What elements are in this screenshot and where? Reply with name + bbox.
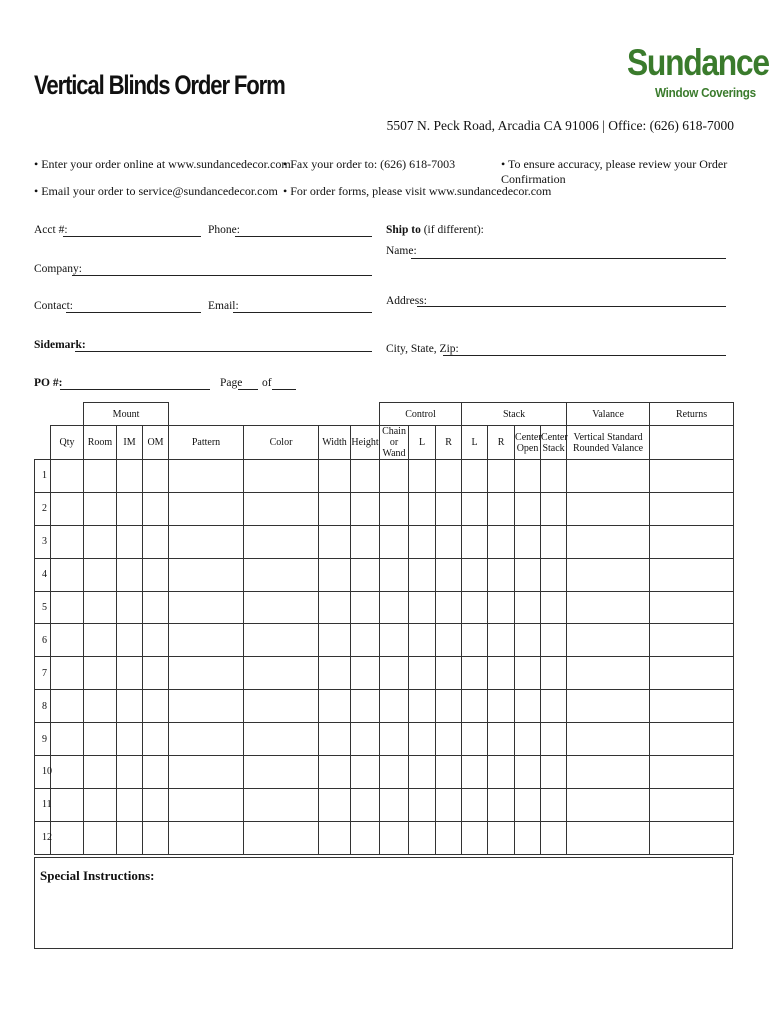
sidemark-label: Sidemark: bbox=[34, 339, 86, 351]
row-number: 12 bbox=[35, 821, 51, 854]
table-cell[interactable] bbox=[351, 690, 380, 723]
table-cell[interactable] bbox=[244, 591, 319, 624]
contact-label: Contact: bbox=[34, 300, 73, 312]
col-valance-line1: Vertical Standard bbox=[573, 431, 643, 443]
table-cell[interactable] bbox=[436, 624, 462, 657]
table-cell[interactable] bbox=[169, 690, 244, 723]
phone-label: Phone: bbox=[208, 224, 240, 236]
table-cell[interactable] bbox=[541, 690, 567, 723]
table-cell[interactable] bbox=[488, 657, 515, 690]
table-cell[interactable] bbox=[84, 492, 117, 525]
table-cell[interactable] bbox=[380, 690, 409, 723]
table-row bbox=[35, 821, 734, 854]
table-cell[interactable] bbox=[319, 788, 351, 821]
po-field[interactable] bbox=[60, 389, 210, 390]
col-chain-or-line1: Chain or bbox=[382, 426, 406, 448]
group-stack: Stack bbox=[462, 403, 567, 426]
table-cell[interactable] bbox=[319, 821, 351, 854]
table-cell[interactable] bbox=[380, 558, 409, 591]
table-cell[interactable] bbox=[515, 657, 541, 690]
name-label: Name: bbox=[386, 245, 417, 257]
table-cell[interactable] bbox=[84, 591, 117, 624]
table-cell[interactable] bbox=[117, 690, 143, 723]
table-cell[interactable] bbox=[84, 525, 117, 558]
table-cell[interactable] bbox=[351, 723, 380, 756]
table-cell[interactable] bbox=[462, 690, 488, 723]
table-cell[interactable] bbox=[650, 657, 734, 690]
table-cell[interactable] bbox=[541, 460, 567, 493]
table-cell[interactable] bbox=[650, 690, 734, 723]
table-cell[interactable] bbox=[84, 788, 117, 821]
table-cell[interactable] bbox=[117, 821, 143, 854]
table-cell[interactable] bbox=[541, 756, 567, 789]
table-cell[interactable] bbox=[84, 624, 117, 657]
table-cell[interactable] bbox=[650, 788, 734, 821]
table-cell[interactable] bbox=[319, 723, 351, 756]
table-cell[interactable] bbox=[515, 591, 541, 624]
table-cell[interactable] bbox=[541, 657, 567, 690]
col-wand-line2: Wand bbox=[382, 448, 406, 459]
table-cell[interactable] bbox=[436, 690, 462, 723]
ship-to-note: (if different): bbox=[423, 224, 484, 236]
table-cell[interactable] bbox=[488, 788, 515, 821]
table-cell[interactable] bbox=[143, 591, 169, 624]
table-cell[interactable] bbox=[51, 690, 84, 723]
table-cell[interactable] bbox=[117, 591, 143, 624]
table-row bbox=[35, 460, 734, 493]
table-cell[interactable] bbox=[567, 591, 650, 624]
table-cell[interactable] bbox=[488, 624, 515, 657]
table-cell[interactable] bbox=[650, 624, 734, 657]
col-qty: Qty bbox=[51, 426, 84, 460]
table-cell[interactable] bbox=[515, 492, 541, 525]
table-cell[interactable] bbox=[117, 558, 143, 591]
address-field[interactable] bbox=[417, 306, 726, 307]
table-cell[interactable] bbox=[84, 756, 117, 789]
table-cell[interactable] bbox=[541, 624, 567, 657]
col-im: IM bbox=[117, 426, 143, 460]
table-cell[interactable] bbox=[380, 723, 409, 756]
table-cell[interactable] bbox=[380, 657, 409, 690]
table-cell[interactable] bbox=[244, 788, 319, 821]
table-cell[interactable] bbox=[488, 525, 515, 558]
table-cell[interactable] bbox=[380, 624, 409, 657]
table-row bbox=[35, 624, 734, 657]
table-cell[interactable] bbox=[51, 723, 84, 756]
table-cell[interactable] bbox=[380, 460, 409, 493]
col-height: Height bbox=[351, 426, 380, 460]
row-number: 6 bbox=[35, 624, 51, 657]
table-cell[interactable] bbox=[650, 591, 734, 624]
table-cell[interactable] bbox=[244, 657, 319, 690]
table-cell[interactable] bbox=[351, 657, 380, 690]
table-cell[interactable] bbox=[380, 788, 409, 821]
table-cell[interactable] bbox=[117, 756, 143, 789]
table-cell[interactable] bbox=[567, 723, 650, 756]
table-cell[interactable] bbox=[319, 492, 351, 525]
table-cell[interactable] bbox=[169, 657, 244, 690]
email-field[interactable] bbox=[233, 312, 372, 313]
table-cell[interactable] bbox=[143, 525, 169, 558]
col-center-open-line1: Center bbox=[515, 431, 542, 443]
table-cell[interactable] bbox=[143, 460, 169, 493]
table-cell[interactable] bbox=[169, 624, 244, 657]
col-stack-r: R bbox=[488, 426, 515, 460]
col-center-stack-line1: Center bbox=[541, 431, 568, 443]
table-cell[interactable] bbox=[51, 525, 84, 558]
table-cell[interactable] bbox=[515, 756, 541, 789]
acct-field[interactable] bbox=[63, 236, 201, 237]
group-mount: Mount bbox=[84, 403, 169, 426]
col-center-stack bbox=[541, 426, 567, 460]
table-cell[interactable] bbox=[51, 657, 84, 690]
city-label: City, State, Zip: bbox=[386, 343, 459, 355]
row-number: 3 bbox=[35, 525, 51, 558]
table-cell[interactable] bbox=[51, 756, 84, 789]
row-number: 8 bbox=[35, 690, 51, 723]
table-cell[interactable] bbox=[380, 525, 409, 558]
table-cell[interactable] bbox=[169, 723, 244, 756]
table-cell[interactable] bbox=[650, 723, 734, 756]
table-cell[interactable] bbox=[351, 525, 380, 558]
table-cell[interactable] bbox=[143, 788, 169, 821]
table-cell[interactable] bbox=[244, 690, 319, 723]
table-cell[interactable] bbox=[541, 821, 567, 854]
table-cell[interactable] bbox=[541, 788, 567, 821]
table-cell[interactable] bbox=[436, 525, 462, 558]
table-cell[interactable] bbox=[51, 821, 84, 854]
table-cell[interactable] bbox=[319, 558, 351, 591]
table-cell[interactable] bbox=[462, 558, 488, 591]
table-cell[interactable] bbox=[541, 723, 567, 756]
table-cell[interactable] bbox=[143, 756, 169, 789]
table-cell[interactable] bbox=[143, 558, 169, 591]
table-cell[interactable] bbox=[541, 525, 567, 558]
table-cell[interactable] bbox=[488, 690, 515, 723]
company-field[interactable] bbox=[72, 275, 372, 276]
table-cell[interactable] bbox=[319, 690, 351, 723]
col-valance-line2: Rounded Valance bbox=[573, 442, 644, 454]
row-number: 4 bbox=[35, 558, 51, 591]
table-cell[interactable] bbox=[650, 756, 734, 789]
table-cell[interactable] bbox=[541, 558, 567, 591]
table-cell[interactable] bbox=[462, 821, 488, 854]
page-label: Page bbox=[220, 377, 243, 389]
info-online: • Enter your order online at www.sundancedecor.com bbox=[34, 157, 291, 171]
table-cell[interactable] bbox=[515, 558, 541, 591]
table-cell[interactable] bbox=[51, 558, 84, 591]
table-cell[interactable] bbox=[244, 756, 319, 789]
table-cell[interactable] bbox=[462, 624, 488, 657]
table-cell[interactable] bbox=[436, 821, 462, 854]
table-cell[interactable] bbox=[409, 690, 436, 723]
table-cell[interactable] bbox=[351, 558, 380, 591]
col-room: Room bbox=[84, 426, 117, 460]
table-cell[interactable] bbox=[117, 525, 143, 558]
company-label: Company: bbox=[34, 263, 82, 275]
table-cell[interactable] bbox=[567, 624, 650, 657]
table-cell[interactable] bbox=[409, 460, 436, 493]
table-cell[interactable] bbox=[541, 591, 567, 624]
table-cell[interactable] bbox=[567, 525, 650, 558]
page-title: Vertical Blinds Order Form bbox=[34, 70, 285, 100]
table-cell[interactable] bbox=[409, 492, 436, 525]
col-chain-or-wand bbox=[380, 426, 409, 460]
col-om: OM bbox=[143, 426, 169, 460]
table-cell[interactable] bbox=[244, 525, 319, 558]
row-number: 9 bbox=[35, 723, 51, 756]
table-cell[interactable] bbox=[351, 788, 380, 821]
table-cell[interactable] bbox=[51, 624, 84, 657]
table-cell[interactable] bbox=[436, 756, 462, 789]
table-cell[interactable] bbox=[117, 460, 143, 493]
city-field[interactable] bbox=[443, 355, 726, 356]
of-label: of bbox=[262, 377, 272, 389]
table-cell[interactable] bbox=[515, 788, 541, 821]
col-pattern: Pattern bbox=[169, 426, 244, 460]
table-cell[interactable] bbox=[351, 821, 380, 854]
table-cell[interactable] bbox=[409, 558, 436, 591]
table-cell[interactable] bbox=[169, 591, 244, 624]
table-cell[interactable] bbox=[143, 690, 169, 723]
company-logo: Sundance bbox=[627, 42, 769, 83]
col-center-stack-line2: Stack bbox=[542, 442, 565, 454]
acct-label: Acct #: bbox=[34, 224, 68, 236]
table-row bbox=[35, 525, 734, 558]
group-returns: Returns bbox=[650, 403, 734, 426]
page-total-field[interactable] bbox=[272, 389, 296, 390]
table-cell[interactable] bbox=[567, 558, 650, 591]
ship-to-label bbox=[386, 224, 484, 236]
table-cell[interactable] bbox=[319, 624, 351, 657]
row-number: 11 bbox=[35, 788, 51, 821]
table-cell[interactable] bbox=[462, 525, 488, 558]
table-cell[interactable] bbox=[650, 525, 734, 558]
table-cell[interactable] bbox=[351, 591, 380, 624]
table-cell[interactable] bbox=[319, 525, 351, 558]
table-cell[interactable] bbox=[319, 657, 351, 690]
table-cell[interactable] bbox=[244, 460, 319, 493]
table-cell[interactable] bbox=[319, 460, 351, 493]
special-instructions-label: Special Instructions: bbox=[40, 868, 155, 883]
page-field[interactable] bbox=[238, 389, 258, 390]
col-valance bbox=[567, 426, 650, 460]
table-cell[interactable] bbox=[650, 558, 734, 591]
table-cell[interactable] bbox=[169, 492, 244, 525]
table-cell[interactable] bbox=[409, 756, 436, 789]
table-cell[interactable] bbox=[169, 788, 244, 821]
table-cell[interactable] bbox=[409, 591, 436, 624]
sidemark-field[interactable] bbox=[75, 351, 372, 352]
table-cell[interactable] bbox=[380, 492, 409, 525]
table-cell[interactable] bbox=[436, 460, 462, 493]
table-cell[interactable] bbox=[351, 756, 380, 789]
table-cell[interactable] bbox=[84, 558, 117, 591]
table-cell[interactable] bbox=[319, 756, 351, 789]
table-cell[interactable] bbox=[436, 788, 462, 821]
table-cell[interactable] bbox=[244, 624, 319, 657]
phone-field[interactable] bbox=[235, 236, 372, 237]
col-stack-l: L bbox=[462, 426, 488, 460]
table-cell[interactable] bbox=[409, 657, 436, 690]
table-cell[interactable] bbox=[462, 723, 488, 756]
table-cell[interactable] bbox=[169, 525, 244, 558]
row-number: 5 bbox=[35, 591, 51, 624]
info-accuracy: • To ensure accuracy, please review your Order Confirmation bbox=[501, 157, 728, 186]
table-cell[interactable] bbox=[117, 723, 143, 756]
table-row bbox=[35, 492, 734, 525]
table-cell[interactable] bbox=[567, 460, 650, 493]
table-cell[interactable] bbox=[169, 756, 244, 789]
table-cell[interactable] bbox=[409, 821, 436, 854]
table-cell[interactable] bbox=[351, 624, 380, 657]
col-returns-blank bbox=[650, 426, 734, 460]
table-cell[interactable] bbox=[567, 788, 650, 821]
table-cell[interactable] bbox=[436, 591, 462, 624]
table-cell[interactable] bbox=[462, 756, 488, 789]
table-row bbox=[35, 756, 734, 789]
col-color: Color bbox=[244, 426, 319, 460]
table-cell[interactable] bbox=[409, 723, 436, 756]
col-center-open bbox=[515, 426, 541, 460]
table-cell[interactable] bbox=[462, 591, 488, 624]
table-cell[interactable] bbox=[488, 723, 515, 756]
table-cell[interactable] bbox=[244, 723, 319, 756]
table-cell[interactable] bbox=[51, 591, 84, 624]
table-cell[interactable] bbox=[515, 624, 541, 657]
table-cell[interactable] bbox=[351, 492, 380, 525]
table-row bbox=[35, 657, 734, 690]
table-cell[interactable] bbox=[117, 492, 143, 525]
table-cell[interactable] bbox=[515, 821, 541, 854]
table-cell[interactable] bbox=[436, 723, 462, 756]
table-cell[interactable] bbox=[488, 492, 515, 525]
info-email: • Email your order to service@sundancedecor.com bbox=[34, 184, 278, 198]
table-cell[interactable] bbox=[244, 558, 319, 591]
table-cell[interactable] bbox=[462, 788, 488, 821]
table-cell[interactable] bbox=[244, 821, 319, 854]
group-control: Control bbox=[380, 403, 462, 426]
name-field[interactable] bbox=[411, 258, 726, 259]
table-cell[interactable] bbox=[567, 756, 650, 789]
table-cell[interactable] bbox=[143, 624, 169, 657]
table-cell[interactable] bbox=[143, 492, 169, 525]
table-cell[interactable] bbox=[409, 788, 436, 821]
special-instructions-box[interactable] bbox=[34, 857, 733, 949]
table-cell[interactable] bbox=[515, 525, 541, 558]
table-cell[interactable] bbox=[488, 756, 515, 789]
table-row bbox=[35, 591, 734, 624]
row-number: 1 bbox=[35, 460, 51, 493]
table-cell[interactable] bbox=[380, 591, 409, 624]
email-label: Email: bbox=[208, 300, 239, 312]
table-cell[interactable] bbox=[84, 460, 117, 493]
table-row bbox=[35, 788, 734, 821]
table-cell[interactable] bbox=[380, 821, 409, 854]
table-cell[interactable] bbox=[650, 492, 734, 525]
table-cell[interactable] bbox=[143, 723, 169, 756]
col-control-l: L bbox=[409, 426, 436, 460]
table-cell[interactable] bbox=[409, 624, 436, 657]
table-cell[interactable] bbox=[84, 821, 117, 854]
table-cell[interactable] bbox=[143, 821, 169, 854]
table-cell[interactable] bbox=[51, 788, 84, 821]
table-cell[interactable] bbox=[244, 492, 319, 525]
table-cell[interactable] bbox=[169, 558, 244, 591]
info-forms: • For order forms, please visit www.sundancedecor.com bbox=[283, 184, 552, 198]
table-cell[interactable] bbox=[515, 690, 541, 723]
col-width: Width bbox=[319, 426, 351, 460]
table-cell[interactable] bbox=[436, 492, 462, 525]
table-cell[interactable] bbox=[84, 723, 117, 756]
table-cell[interactable] bbox=[462, 657, 488, 690]
row-number: 7 bbox=[35, 657, 51, 690]
table-cell[interactable] bbox=[169, 460, 244, 493]
table-cell[interactable] bbox=[117, 657, 143, 690]
table-cell[interactable] bbox=[515, 460, 541, 493]
table-cell[interactable] bbox=[436, 558, 462, 591]
table-row bbox=[35, 558, 734, 591]
order-table bbox=[34, 402, 734, 855]
table-cell[interactable] bbox=[117, 624, 143, 657]
table-cell[interactable] bbox=[169, 821, 244, 854]
table-cell[interactable] bbox=[84, 690, 117, 723]
table-cell[interactable] bbox=[51, 460, 84, 493]
table-row bbox=[35, 723, 734, 756]
table-cell[interactable] bbox=[436, 657, 462, 690]
table-cell[interactable] bbox=[541, 492, 567, 525]
col-center-open-line2: Open bbox=[516, 442, 539, 454]
table-cell[interactable] bbox=[409, 525, 436, 558]
table-cell[interactable] bbox=[143, 657, 169, 690]
po-label: PO #: bbox=[34, 377, 63, 389]
table-cell[interactable] bbox=[567, 657, 650, 690]
table-cell[interactable] bbox=[567, 821, 650, 854]
info-fax: • Fax your order to: (626) 618-7003 bbox=[283, 157, 456, 171]
table-cell[interactable] bbox=[650, 821, 734, 854]
company-logo-subtitle: Window Coverings bbox=[655, 85, 756, 100]
company-address: 5507 N. Peck Road, Arcadia CA 91006 | Office: (626) 618-7000 bbox=[386, 118, 734, 133]
row-number: 2 bbox=[35, 492, 51, 525]
table-cell[interactable] bbox=[462, 460, 488, 493]
contact-field[interactable] bbox=[66, 312, 201, 313]
group-valance: Valance bbox=[567, 403, 650, 426]
table-cell[interactable] bbox=[84, 657, 117, 690]
table-cell[interactable] bbox=[319, 591, 351, 624]
table-row bbox=[35, 690, 734, 723]
table-cell[interactable] bbox=[567, 690, 650, 723]
table-cell[interactable] bbox=[650, 460, 734, 493]
table-cell[interactable] bbox=[462, 492, 488, 525]
table-cell[interactable] bbox=[488, 460, 515, 493]
col-control-r: R bbox=[436, 426, 462, 460]
ship-to-title: Ship to bbox=[386, 224, 421, 236]
table-cell[interactable] bbox=[567, 492, 650, 525]
table-cell[interactable] bbox=[117, 788, 143, 821]
table-cell[interactable] bbox=[488, 591, 515, 624]
table-cell[interactable] bbox=[380, 756, 409, 789]
row-number: 10 bbox=[35, 756, 51, 789]
table-cell[interactable] bbox=[51, 492, 84, 525]
table-cell[interactable] bbox=[488, 558, 515, 591]
table-cell[interactable] bbox=[515, 723, 541, 756]
table-cell[interactable] bbox=[488, 821, 515, 854]
address-label: Address: bbox=[386, 295, 427, 307]
table-cell[interactable] bbox=[351, 460, 380, 493]
